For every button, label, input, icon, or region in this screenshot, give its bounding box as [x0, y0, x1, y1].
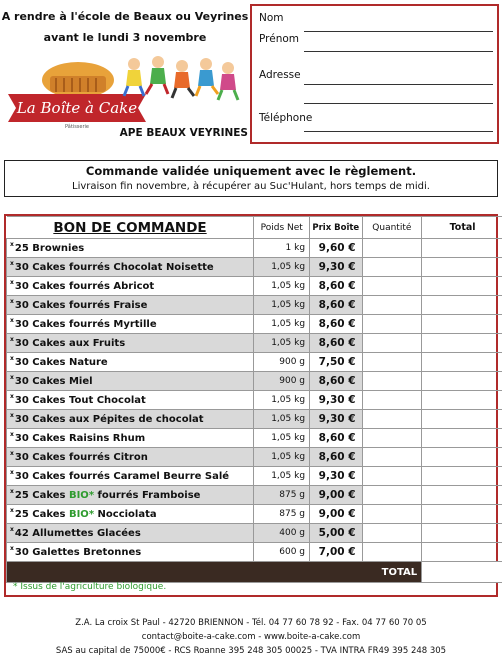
line-total-field[interactable] — [422, 334, 502, 353]
bio-tag: BIO* — [68, 489, 95, 501]
quantity-field[interactable] — [362, 239, 422, 258]
mark-x: x — [10, 449, 14, 457]
mark-x: x — [10, 259, 14, 267]
quantity-field[interactable] — [362, 353, 422, 372]
deadline: avant le lundi 3 novembre — [43, 31, 207, 44]
line-total-field[interactable] — [422, 258, 502, 277]
quantity-field[interactable] — [362, 505, 422, 524]
product-weight: 900 g — [254, 353, 310, 372]
product-name — [7, 543, 254, 562]
footer-address: Z.A. La croix St Paul - 42720 BRIENNON - Tél. 04 77 60 78 92 - Fax. 04 77 60 70 05 — [75, 618, 427, 628]
mark-x: x — [10, 506, 14, 514]
product-label: 30 Cakes fourrés Myrtille — [14, 318, 157, 330]
product-weight: 1,05 kg — [254, 277, 310, 296]
bio-tag: BIO* — [68, 508, 95, 520]
line-total-field[interactable] — [422, 505, 502, 524]
mark-x: x — [10, 335, 14, 343]
product-price: 8,60 € — [310, 372, 363, 391]
prenom-field[interactable] — [304, 51, 493, 52]
product-label: 30 Cakes Nature — [14, 356, 108, 368]
product-label: 30 Galettes Bretonnes — [14, 546, 142, 558]
association-name: APE BEAUX VEYRINES — [119, 127, 248, 139]
product-name — [7, 448, 254, 467]
product-name — [7, 486, 254, 505]
order-row — [7, 448, 502, 467]
product-price: 8,60 € — [310, 334, 363, 353]
product-weight: 875 g — [254, 486, 310, 505]
product-name — [7, 467, 254, 486]
quantity-field[interactable] — [362, 277, 422, 296]
line-total-field[interactable] — [422, 410, 502, 429]
product-name — [7, 239, 254, 258]
quantity-field[interactable] — [362, 391, 422, 410]
telephone-label: Téléphone — [259, 112, 313, 124]
line-total-field[interactable] — [422, 486, 502, 505]
product-weight: 900 g — [254, 372, 310, 391]
mark-x: x — [10, 411, 14, 419]
product-label: 30 Cakes Raisins Rhum — [14, 432, 146, 444]
mark-x: x — [10, 468, 14, 476]
col-total-header: Total — [422, 217, 502, 239]
product-price: 8,60 € — [310, 277, 363, 296]
grand-total-field[interactable] — [422, 562, 502, 583]
header-block — [0, 0, 250, 148]
adresse-label: Adresse — [259, 69, 301, 81]
product-weight: 1,05 kg — [254, 315, 310, 334]
product-weight: 600 g — [254, 543, 310, 562]
product-name — [7, 296, 254, 315]
product-label: 30 Cakes fourrés Fraise — [14, 299, 148, 311]
mark-x: x — [10, 487, 14, 495]
line-total-field[interactable] — [422, 543, 502, 562]
order-title: BON DE COMMANDE — [7, 217, 254, 239]
product-label: 30 Cakes fourrés Abricot — [14, 280, 155, 292]
product-name — [7, 429, 254, 448]
order-form — [4, 214, 498, 597]
product-name — [7, 410, 254, 429]
product-name — [7, 353, 254, 372]
adresse-field-2[interactable] — [304, 103, 493, 104]
product-label: 30 Cakes aux Pépites de chocolat — [14, 413, 204, 425]
product-label-part: 25 Cakes — [14, 489, 69, 501]
order-row — [7, 315, 502, 334]
order-row — [7, 524, 502, 543]
quantity-field[interactable] — [362, 410, 422, 429]
notice-main: Commande validée uniquement avec le règlement. — [85, 164, 417, 178]
line-total-field[interactable] — [422, 429, 502, 448]
product-weight: 1,05 kg — [254, 467, 310, 486]
product-label: 25 Brownies — [14, 242, 85, 254]
quantity-field[interactable] — [362, 334, 422, 353]
col-weight-header: Poids Net — [254, 217, 310, 239]
product-name — [7, 334, 254, 353]
product-name — [7, 391, 254, 410]
mark-x: x — [10, 392, 14, 400]
product-name — [7, 372, 254, 391]
product-name — [7, 277, 254, 296]
order-row — [7, 505, 502, 524]
prenom-label: Prénom — [259, 33, 300, 45]
product-price: 9,00 € — [310, 505, 363, 524]
line-total-field[interactable] — [422, 296, 502, 315]
product-price: 9,30 € — [310, 391, 363, 410]
product-label-part: Nocciolata — [94, 508, 157, 520]
product-label: 30 Cakes aux Fruits — [14, 337, 126, 349]
order-row — [7, 334, 502, 353]
line-total-field[interactable] — [422, 391, 502, 410]
mark-x: x — [10, 354, 14, 362]
payment-notice — [4, 160, 498, 197]
product-weight: 1 kg — [254, 239, 310, 258]
product-price: 8,60 € — [310, 448, 363, 467]
order-row — [7, 277, 502, 296]
product-price: 8,60 € — [310, 296, 363, 315]
product-weight: 1,05 kg — [254, 296, 310, 315]
order-row — [7, 410, 502, 429]
line-total-field[interactable] — [422, 315, 502, 334]
mark-x: x — [10, 430, 14, 438]
product-name — [7, 315, 254, 334]
nom-label: Nom — [259, 12, 284, 24]
return-instruction: A rendre à l'école de Beaux ou Veyrines — [1, 10, 249, 23]
product-price: 9,30 € — [310, 410, 363, 429]
notice-sub: Livraison fin novembre, à récupérer au Suc'Hulant, hors temps de midi. — [72, 181, 430, 192]
product-label-part: fourrés Framboise — [94, 489, 201, 501]
order-row — [7, 353, 502, 372]
product-name — [7, 524, 254, 543]
quantity-field[interactable] — [362, 296, 422, 315]
contact-form — [250, 4, 499, 144]
product-label: 30 Cakes fourrés Citron — [14, 451, 148, 463]
line-total-field[interactable] — [422, 524, 502, 543]
telephone-field[interactable] — [304, 131, 493, 132]
product-price: 5,00 € — [310, 524, 363, 543]
quantity-field[interactable] — [362, 467, 422, 486]
order-row — [7, 391, 502, 410]
product-weight: 1,05 kg — [254, 448, 310, 467]
order-row — [7, 467, 502, 486]
adresse-field-1[interactable] — [304, 84, 493, 85]
product-name — [7, 505, 254, 524]
mark-x: x — [10, 525, 14, 533]
product-weight: 400 g — [254, 524, 310, 543]
product-label: 30 Cakes Tout Chocolat — [14, 394, 146, 406]
line-total-field[interactable] — [422, 372, 502, 391]
product-price: 9,30 € — [310, 258, 363, 277]
product-weight: 1,05 kg — [254, 334, 310, 353]
order-row — [7, 429, 502, 448]
total-label: TOTAL — [7, 562, 422, 583]
children-figures-icon — [124, 56, 238, 100]
bio-footnote: * Issus de l'agriculture biologique. — [13, 582, 167, 592]
mark-x: x — [10, 278, 14, 286]
line-total-field[interactable] — [422, 467, 502, 486]
quantity-field[interactable] — [362, 448, 422, 467]
product-label: 42 Allumettes Glacées — [14, 527, 141, 539]
product-price: 8,60 € — [310, 315, 363, 334]
col-price-header: Prix Boîte — [310, 217, 363, 239]
line-total-field[interactable] — [422, 448, 502, 467]
logo-text: La Boîte à Cake — [16, 99, 138, 117]
footer-legal: SAS au capital de 75000€ - RCS Roanne 395 248 305 00025 - TVA INTRA FR49 395 248 305 — [55, 646, 447, 656]
logo-tagline: Pâtisserie — [64, 124, 90, 130]
col-qty-header: Quantité — [362, 217, 422, 239]
quantity-field[interactable] — [362, 524, 422, 543]
quantity-field[interactable] — [362, 429, 422, 448]
mark-x: x — [10, 316, 14, 324]
product-weight: 1,05 kg — [254, 258, 310, 277]
product-price: 7,50 € — [310, 353, 363, 372]
boite-a-cake-logo — [6, 52, 246, 130]
footer-contact: contact@boite-a-cake.com - www.boite-a-cake.com — [141, 632, 361, 642]
nom-field[interactable] — [304, 31, 493, 32]
order-row — [7, 543, 502, 562]
mark-x: x — [10, 297, 14, 305]
mark-x: x — [10, 544, 14, 552]
product-label: 30 Cakes Miel — [14, 375, 93, 387]
quantity-field[interactable] — [362, 258, 422, 277]
quantity-field[interactable] — [362, 315, 422, 334]
product-weight: 1,05 kg — [254, 391, 310, 410]
order-row — [7, 239, 502, 258]
order-table — [6, 216, 502, 583]
product-label: 30 Cakes fourrés Chocolat Noisette — [14, 261, 214, 273]
order-row — [7, 296, 502, 315]
line-total-field[interactable] — [422, 239, 502, 258]
product-price: 7,00 € — [310, 543, 363, 562]
product-price: 9,30 € — [310, 467, 363, 486]
quantity-field[interactable] — [362, 372, 422, 391]
quantity-field[interactable] — [362, 486, 422, 505]
line-total-field[interactable] — [422, 277, 502, 296]
product-name — [7, 258, 254, 277]
product-weight: 1,05 kg — [254, 429, 310, 448]
order-row — [7, 258, 502, 277]
order-row — [7, 486, 502, 505]
product-price: 8,60 € — [310, 429, 363, 448]
product-price: 9,60 € — [310, 239, 363, 258]
product-price: 9,00 € — [310, 486, 363, 505]
mark-x: x — [10, 373, 14, 381]
product-label-part: 25 Cakes — [14, 508, 69, 520]
line-total-field[interactable] — [422, 353, 502, 372]
product-weight: 1,05 kg — [254, 410, 310, 429]
quantity-field[interactable] — [362, 543, 422, 562]
mark-x: x — [10, 240, 14, 248]
order-row — [7, 372, 502, 391]
product-label: 30 Cakes fourrés Caramel Beurre Salé — [14, 470, 230, 482]
product-weight: 875 g — [254, 505, 310, 524]
